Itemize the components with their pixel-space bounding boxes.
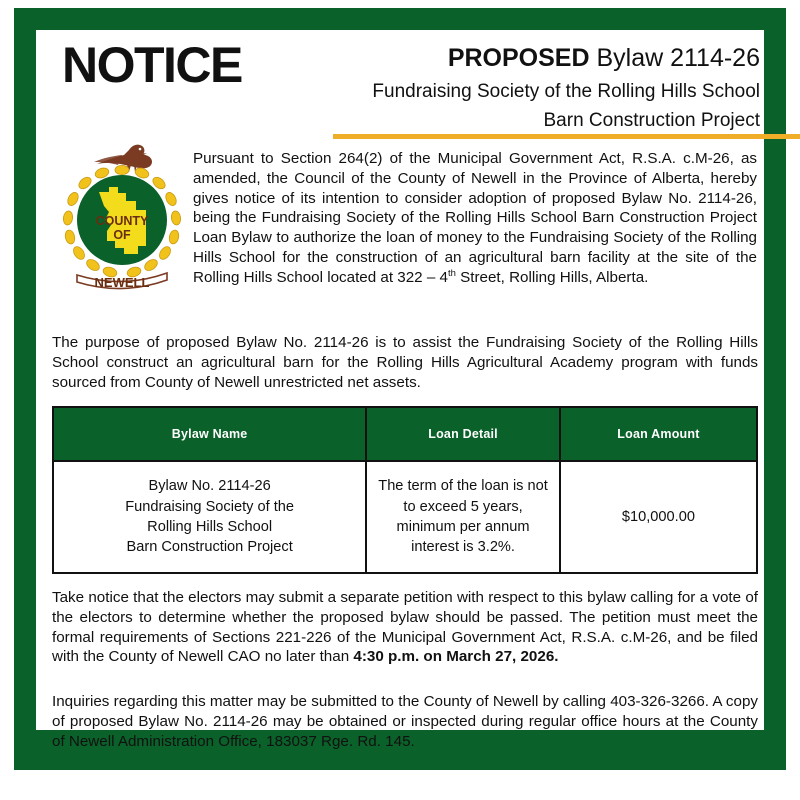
table-row bbox=[53, 461, 757, 573]
loan-detail-line-2: to exceed 5 years, bbox=[403, 498, 523, 515]
paragraph-petition-text: Take notice that the electors may submit a separate petition with respect to this bylaw calling for a vote of the electors to determine whether the proposed bylaw should be passed. The petition must meet the formal requirements of Sections 221-226 of the Municipal Government Act, R.S.A. c.M-26, and be filed with the County of Newell CAO no later than bbox=[52, 589, 758, 666]
paragraph-pursuant-part-a: Pursuant to Section 264(2) of the Municipal Government Act, R.S.A. c.M-26, as amended, the Council of the County of Newell in the Province of Alberta, hereby gives notice of its intention to consider adoption of proposed Bylaw No. 2114-26, being the Fundraising Society of the Rolling Hills School Barn Construction Project Loan Bylaw to authorize the loan of money to the Fundraising Society of the Rolling Hills School for the construction of an agricultural barn facility at the site of the Rolling Hills School located at 322 – 4 bbox=[193, 150, 757, 286]
table-header-loan-detail: Loan Detail bbox=[366, 407, 560, 461]
frame-border-right bbox=[764, 8, 786, 770]
ordinal-suffix: th bbox=[447, 267, 456, 279]
petition-deadline: 4:30 p.m. on March 27, 2026. bbox=[353, 648, 559, 666]
county-of-newell-logo bbox=[47, 132, 197, 300]
cell-loan-detail bbox=[366, 461, 560, 573]
loan-detail-line-3: minimum per annum bbox=[396, 519, 530, 535]
bylaw-proposed-label: PROPOSED bbox=[447, 44, 590, 72]
bylaw-number-line bbox=[335, 44, 760, 74]
paragraph-pursuant bbox=[193, 149, 757, 287]
bylaw-name-line-2: Fundraising Society of the bbox=[125, 498, 294, 515]
table-header-bylaw-name: Bylaw Name bbox=[53, 407, 366, 461]
paragraph-petition bbox=[52, 588, 758, 667]
bylaw-subtitle-line-2: Barn Construction Project bbox=[543, 109, 760, 131]
paragraph-inquiries: Inquiries regarding this matter may be submitted to the County of Newell by calling 403-326-3266. A copy of proposed Bylaw No. 2114-26 may be obtained or inspected during regular office hours at the County of Newell Administration Office, 183037 Rge. Rd. 145. bbox=[52, 693, 758, 750]
frame-border-left bbox=[14, 8, 36, 770]
bylaw-number: Bylaw 2114-26 bbox=[589, 44, 760, 72]
loan-detail-line-1: The term of the loan is not bbox=[378, 478, 548, 495]
cell-loan-amount: $10,000.00 bbox=[560, 461, 757, 573]
bylaw-header bbox=[335, 44, 760, 132]
logo-text-county: COUNTY bbox=[95, 214, 149, 228]
loan-detail-line-4: interest is 3.2%. bbox=[411, 539, 515, 556]
table-header-row bbox=[53, 407, 757, 461]
paragraph-purpose: The purpose of proposed Bylaw No. 2114-26 is to assist the Fundraising Society of the Rolling Hills School construct an agricultural barn for the Rolling Hills Agricultural Academy program with funds sourced from County of Newell unrestricted net assets. bbox=[52, 334, 758, 391]
page-title: NOTICE bbox=[62, 37, 242, 93]
gold-divider-rule bbox=[333, 134, 800, 139]
bylaw-name-line-1: Bylaw No. 2114-26 bbox=[148, 478, 271, 495]
loan-details-table bbox=[52, 406, 758, 574]
paragraph-pursuant-part-b: Street, Rolling Hills, Alberta. bbox=[455, 268, 649, 286]
frame-border-top bbox=[14, 8, 786, 30]
bylaw-name-line-3: Rolling Hills School bbox=[147, 519, 273, 535]
bylaw-name-line-4: Barn Construction Project bbox=[126, 539, 293, 556]
logo-text-newell: NEWELL bbox=[94, 275, 150, 290]
table-header-loan-amount: Loan Amount bbox=[560, 407, 757, 461]
logo-text-of: OF bbox=[113, 228, 131, 242]
cell-bylaw-name bbox=[53, 461, 366, 573]
bylaw-subtitle-line-1: Fundraising Society of the Rolling Hills School bbox=[372, 80, 760, 102]
